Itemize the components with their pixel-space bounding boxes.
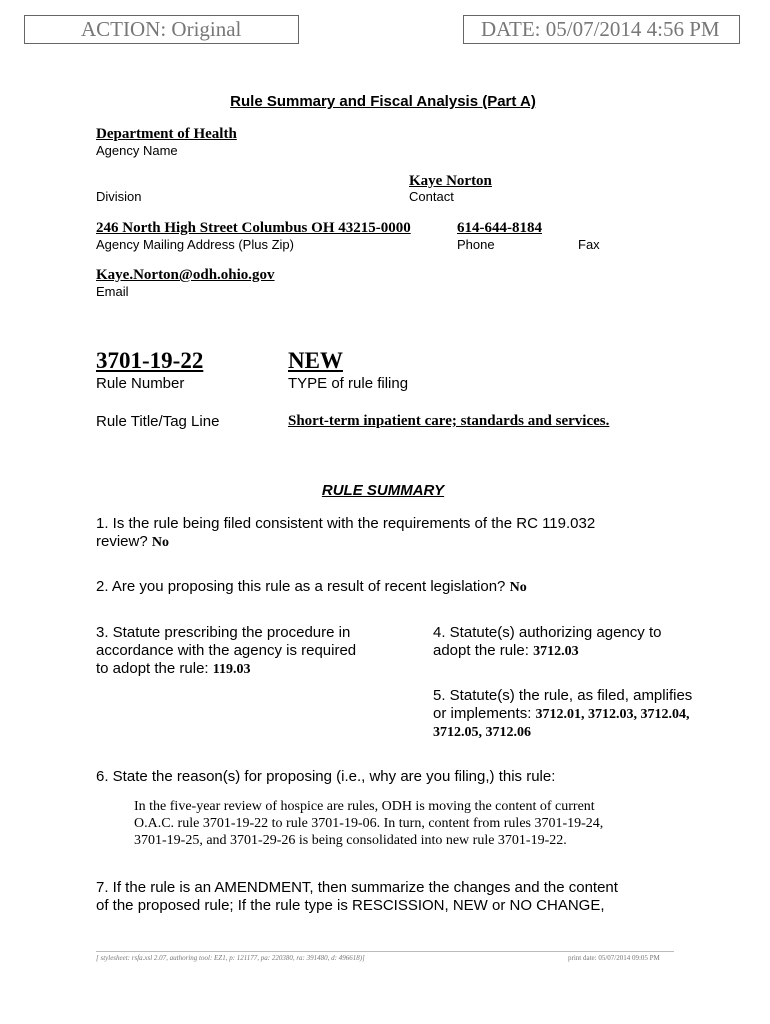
phone-label: Phone [457,237,495,252]
question-1-line1: 1. Is the rule being filed consistent with the requirements of the RC 119.032 [96,515,596,532]
phone-value: 614-644-8184 [457,220,542,236]
rule-number-value: 3701-19-22 [96,348,204,373]
footer-print-date: print date: 05/07/2014 09:05 PM [568,954,660,962]
question-6-answer-line: 3701-19-25, and 3701-29-26 is being consolidated into new rule 3701-19-22. [134,833,567,848]
page-title: Rule Summary and Fiscal Analysis (Part A) [230,93,536,110]
email-label: Email [96,284,129,299]
question-1-line2: review? [96,533,148,550]
question-6-answer [134,798,734,849]
question-4 [433,624,733,661]
question-5-answer-line1: 3712.01, 3712.03, 3712.04, [535,707,690,722]
rule-summary-heading: RULE SUMMARY [321,482,445,499]
question-4-line1: 4. Statute(s) authorizing agency to [433,624,662,641]
rule-title-value: Short-term inpatient care; standards and services. [288,413,610,429]
question-4-answer: 3712.03 [533,644,579,659]
date-label: DATE: 05/07/2014 4:56 PM [481,17,720,41]
question-5-answer-line2: 3712.05, 3712.06 [433,725,531,740]
rule-number-label: Rule Number [96,375,185,392]
question-3-line1: 3. Statute prescribing the procedure in [96,624,351,641]
question-6-text: 6. State the reason(s) for proposing (i.e., why are you filing,) this rule: [96,768,556,785]
question-3-line3: to adopt the rule: [96,660,209,677]
question-3-answer: 119.03 [212,662,251,677]
question-2-answer: No [509,580,527,595]
question-2 [96,578,716,597]
question-3 [96,624,416,679]
question-1 [96,515,716,552]
filing-type-value: NEW [288,348,343,373]
question-1-answer: No [151,535,169,550]
question-5-line1: 5. Statute(s) the rule, as filed, amplifies [433,687,693,704]
question-2-text: 2. Are you proposing this rule as a result of recent legislation? [96,578,506,595]
footer-stylesheet-info: [ stylesheet: rsfa.xsl 2.07, authoring tool: EZ1, p: 121177, pa: 220380, ra: 391480, d: 496618)] [96,954,365,962]
action-box [24,15,299,44]
address-label: Agency Mailing Address (Plus Zip) [96,237,294,252]
question-7-line2: of the proposed rule; If the rule type is RESCISSION, NEW or NO CHANGE, [96,897,605,914]
question-5 [433,687,743,742]
question-6-answer-line: O.A.C. rule 3701-19-22 to rule 3701-19-06. In turn, content from rules 3701-19-24, [134,816,604,831]
division-label: Division [96,189,142,204]
address-value: 246 North High Street Columbus OH 43215-0000 [96,220,411,236]
question-3-line2: accordance with the agency is required [96,642,357,659]
rule-title-label: Rule Title/Tag Line [96,413,220,430]
email-value: Kaye.Norton@odh.ohio.gov [96,267,275,283]
footer-divider [96,951,674,952]
question-4-line2: adopt the rule: [433,642,529,659]
agency-name-value: Department of Health [96,126,237,142]
agency-name-label: Agency Name [96,143,178,158]
question-5-line2: or implements: [433,705,532,722]
action-label: ACTION: Original [81,17,242,41]
date-box [463,15,740,44]
filing-type-label: TYPE of rule filing [288,375,409,392]
question-6-answer-line: In the five-year review of hospice are rules, ODH is moving the content of current [134,799,595,814]
contact-label: Contact [409,189,454,204]
question-7-line1: 7. If the rule is an AMENDMENT, then summarize the changes and the content [96,879,618,896]
question-7 [96,879,736,915]
contact-value: Kaye Norton [409,173,492,189]
fax-label: Fax [578,237,600,252]
